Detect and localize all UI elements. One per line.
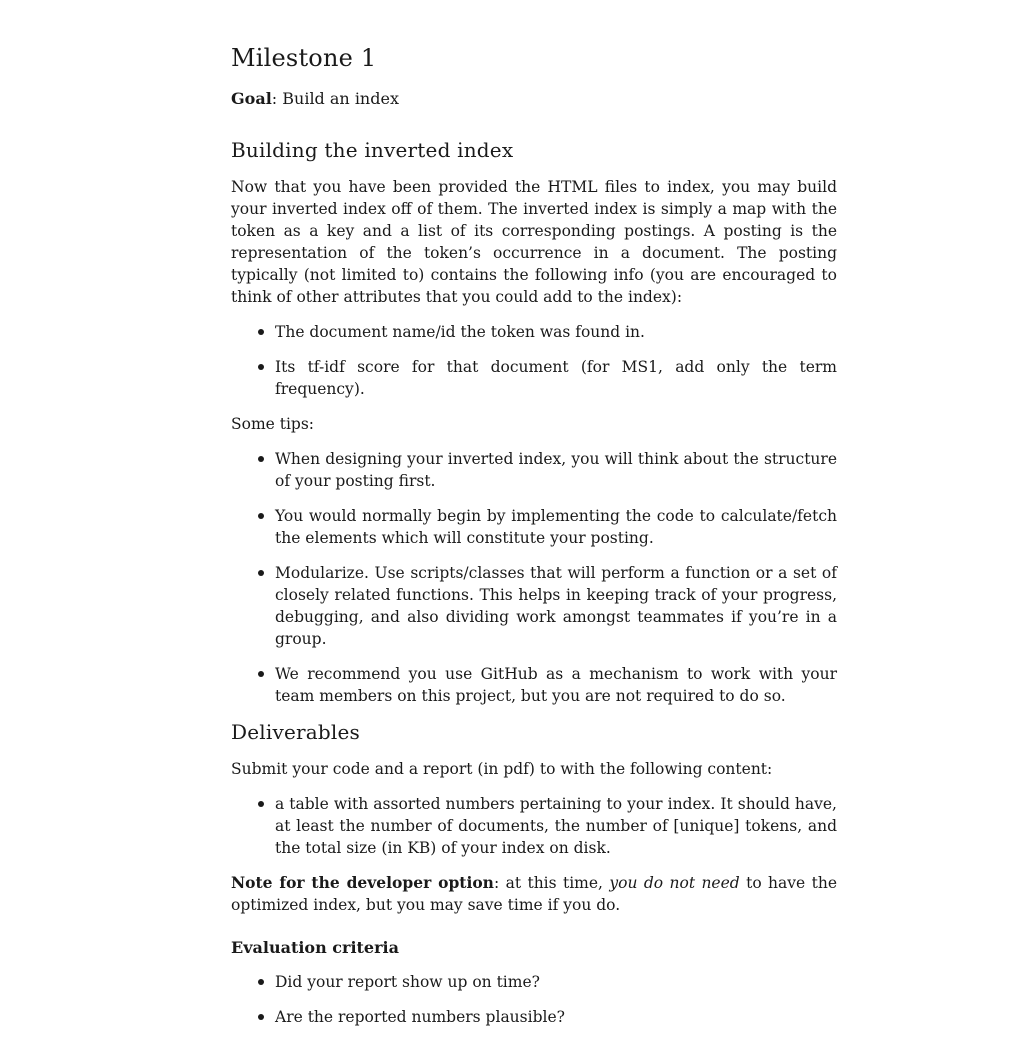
bullet-icon — [258, 801, 264, 807]
section-intro-paragraph: Now that you have been provided the HTML files to index, you may build your inverted index off of them. The inverted index is simply a map with the token as a key and a list of its corresponding postings. A posting is the representation of the token’s occurrence in a document. The posting typically (not limited to) contains the following info (you are encouraged to think of other attributes that you could add to the index): — [231, 177, 837, 306]
goal-line — [231, 89, 837, 110]
section-heading-evaluation: Evaluation criteria — [231, 937, 399, 957]
list-item-text: You would normally begin by implementing the code to calculate/fetch the elements which will constitute your posting. — [275, 506, 837, 547]
tips-list — [231, 448, 837, 707]
note-text-after: to have the optimized index, but you may save time if you do. — [231, 873, 837, 914]
note-label: Note for the developer option — [231, 872, 494, 892]
list-item-text: The document name/id the token was found in. — [275, 322, 645, 341]
list-item — [231, 793, 837, 859]
list-item — [231, 663, 837, 707]
developer-option-note — [231, 872, 837, 916]
deliverables-list — [231, 793, 837, 859]
list-item-text: When designing your inverted index, you will think about the structure of your posting first. — [275, 449, 837, 490]
bullet-icon — [258, 570, 264, 576]
bullet-icon — [258, 329, 264, 335]
list-item — [231, 321, 837, 343]
list-item-text: Did your report show up on time? — [275, 973, 540, 992]
bullet-icon — [258, 1014, 264, 1020]
list-item — [231, 562, 837, 650]
evaluation-list — [231, 971, 837, 1028]
note-text-before: : at this time, — [493, 873, 610, 892]
list-item — [231, 505, 837, 549]
list-item-text: Its tf-idf score for that document (for MS1, add only the term frequency). — [275, 357, 837, 398]
bullet-icon — [258, 979, 264, 985]
tips-label: Some tips: — [231, 414, 315, 433]
section-heading-deliverables: Deliverables — [231, 719, 360, 744]
list-item-text: Are the reported numbers plausible? — [275, 1008, 565, 1027]
list-item — [231, 356, 837, 400]
list-item-text: a table with assorted numbers pertaining to your index. It should have, at least the number of documents, the number of [unique] tokens, and the total size (in KB) of your index on disk. — [275, 794, 837, 857]
goal-label: Goal — [231, 88, 272, 108]
bullet-icon — [258, 456, 264, 462]
list-item-text: Modularize. Use scripts/classes that will perform a function or a set of closely related functions. This helps in keeping track of your progress, debugging, and also dividing work amongst teammates if you’re in a group. — [275, 563, 837, 648]
posting-info-list — [231, 321, 837, 400]
deliverables-intro: Submit your code and a report (in pdf) to with the following content: — [231, 759, 773, 778]
note-emphasis: you do not need — [609, 873, 740, 892]
list-item — [231, 971, 837, 993]
bullet-icon — [258, 513, 264, 519]
goal-text: : Build an index — [271, 88, 399, 108]
section-heading-inverted-index: Building the inverted index — [231, 137, 514, 162]
document-page — [231, 44, 837, 1041]
list-item-text: We recommend you use GitHub as a mechanism to work with your team members on this project, but you are not required to do so. — [275, 664, 837, 705]
page-title: Milestone 1 — [231, 44, 377, 72]
bullet-icon — [258, 671, 264, 677]
list-item — [231, 1006, 837, 1028]
bullet-icon — [258, 364, 264, 370]
list-item — [231, 448, 837, 492]
